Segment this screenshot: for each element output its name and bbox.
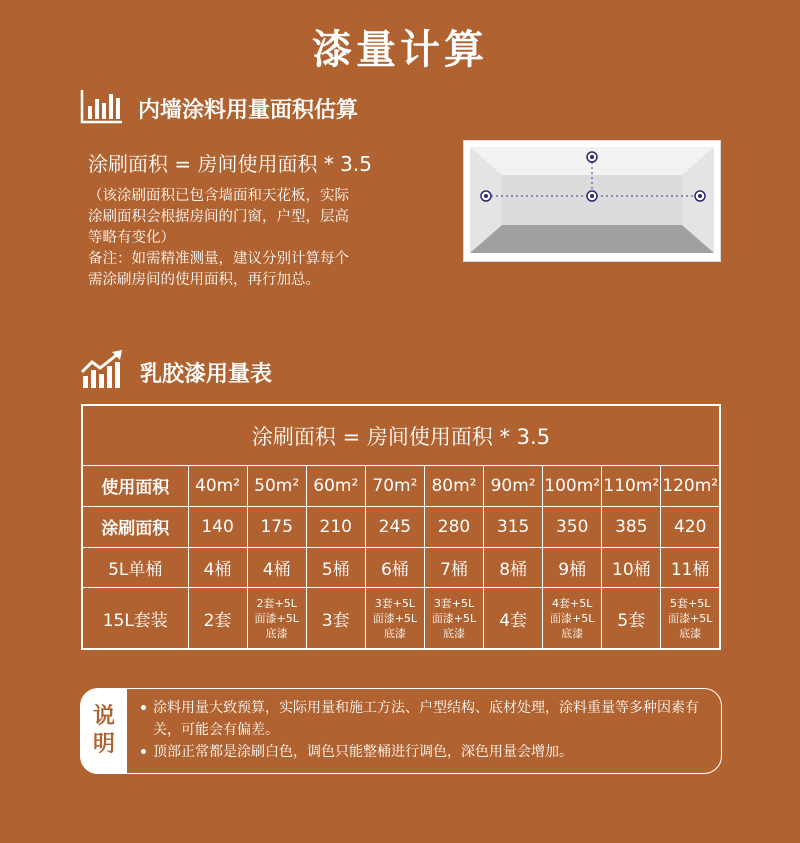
table-cell: 210 <box>306 506 365 547</box>
note-line: 备注：如需精准测量，建议分别计算每个 <box>88 251 349 267</box>
note-line: （该涂刷面积已包含墙面和天花板，实际 <box>88 188 349 204</box>
table-cell: 60m² <box>306 466 365 507</box>
table-row-kit <box>82 588 720 649</box>
table-cell: 4桶 <box>188 547 247 588</box>
table-cell: 4套 <box>484 588 543 649</box>
table-formula-header: 涂刷面积 = 房间使用面积 * 3.5 <box>82 405 720 466</box>
estimate-notes <box>88 186 428 291</box>
table-cell <box>661 588 720 649</box>
bar-chart-icon <box>80 88 124 128</box>
table-cell: 7桶 <box>424 547 483 588</box>
table-cell: 110m² <box>602 466 661 507</box>
note-item: 顶部正常都是涂刷白色，调色只能整桶进行调色，深色用量会增加。 <box>153 741 713 763</box>
row-label: 5L单桶 <box>82 547 188 588</box>
section-heading-label: 乳胶漆用量表 <box>140 361 273 387</box>
table-cell: 80m² <box>424 466 483 507</box>
kit-line: 底漆 <box>265 626 288 640</box>
table-cell: 5套 <box>602 588 661 649</box>
row-label: 涂刷面积 <box>82 506 188 547</box>
kit-line: 面漆+5L <box>254 611 299 625</box>
table-cell <box>365 588 424 649</box>
table-cell: 6桶 <box>365 547 424 588</box>
note-line: 涂刷面积会根据房间的门窗，户型，层高 <box>88 209 349 225</box>
table-cell: 280 <box>424 506 483 547</box>
growth-chart-icon <box>80 350 126 394</box>
table-cell: 5桶 <box>306 547 365 588</box>
notes-tab-char: 说 <box>92 704 115 729</box>
table-row-paint-area <box>82 506 720 547</box>
notes-box <box>80 688 722 774</box>
table-cell: 2套 <box>188 588 247 649</box>
table-cell <box>247 588 306 649</box>
section-heading-usage <box>80 350 272 394</box>
area-formula: 涂刷面积 = 房间使用面积 * 3.5 <box>88 152 372 176</box>
table-cell: 40m² <box>188 466 247 507</box>
table-cell: 100m² <box>543 466 602 507</box>
kit-line: 底漆 <box>383 626 406 640</box>
notes-tab-char: 明 <box>92 732 115 757</box>
table-cell: 70m² <box>365 466 424 507</box>
kit-line: 3套+5L <box>433 596 475 610</box>
kit-line: 面漆+5L <box>431 611 477 625</box>
note-line: 等略有变化） <box>88 230 175 246</box>
kit-line: 底漆 <box>561 626 584 640</box>
table-cell: 175 <box>247 506 306 547</box>
table-cell: 9桶 <box>543 547 602 588</box>
room-diagram <box>463 140 721 262</box>
note-line: 需涂刷房间的使用面积，再行加总。 <box>88 272 320 288</box>
kit-line: 底漆 <box>442 626 465 640</box>
notes-list <box>153 697 713 763</box>
table-cell: 50m² <box>247 466 306 507</box>
table-cell: 8桶 <box>484 547 543 588</box>
section-heading-label: 内墙涂料用量面积估算 <box>138 97 359 123</box>
table-cell: 4桶 <box>247 547 306 588</box>
kit-line: 4套+5L <box>552 596 593 610</box>
kit-line: 面漆+5L <box>550 611 595 625</box>
table-cell: 90m² <box>484 466 543 507</box>
table-cell: 350 <box>543 506 602 547</box>
table-row-area <box>82 466 720 507</box>
table-cell: 315 <box>484 506 543 547</box>
table-cell: 420 <box>661 506 720 547</box>
notes-tab <box>81 689 127 773</box>
table-cell: 3套 <box>306 588 365 649</box>
kit-line: 5套+5L <box>670 596 711 610</box>
page-title: 漆量计算 <box>312 27 488 73</box>
note-item: 涂料用量大致预算，实际用量和施工方法、户型结构、底材处理，涂料重量等多种因素有关，可能会有偏差。 <box>153 697 713 741</box>
table-cell: 245 <box>365 506 424 547</box>
table-row-single-bucket <box>82 547 720 588</box>
table-cell: 385 <box>602 506 661 547</box>
table-cell <box>543 588 602 649</box>
kit-line: 面漆+5L <box>668 611 713 625</box>
table-cell: 10桶 <box>602 547 661 588</box>
row-label: 使用面积 <box>82 466 188 507</box>
table-cell: 120m² <box>661 466 720 507</box>
table-cell: 140 <box>188 506 247 547</box>
kit-line: 面漆+5L <box>372 611 418 625</box>
kit-line: 底漆 <box>679 626 702 640</box>
paint-usage-table <box>81 404 721 650</box>
kit-line: 3套+5L <box>374 596 416 610</box>
kit-line: 2套+5L <box>256 596 297 610</box>
table-cell <box>424 588 483 649</box>
section-heading-estimate <box>80 88 358 128</box>
row-label: 15L套装 <box>82 588 188 649</box>
table-cell: 11桶 <box>661 547 720 588</box>
